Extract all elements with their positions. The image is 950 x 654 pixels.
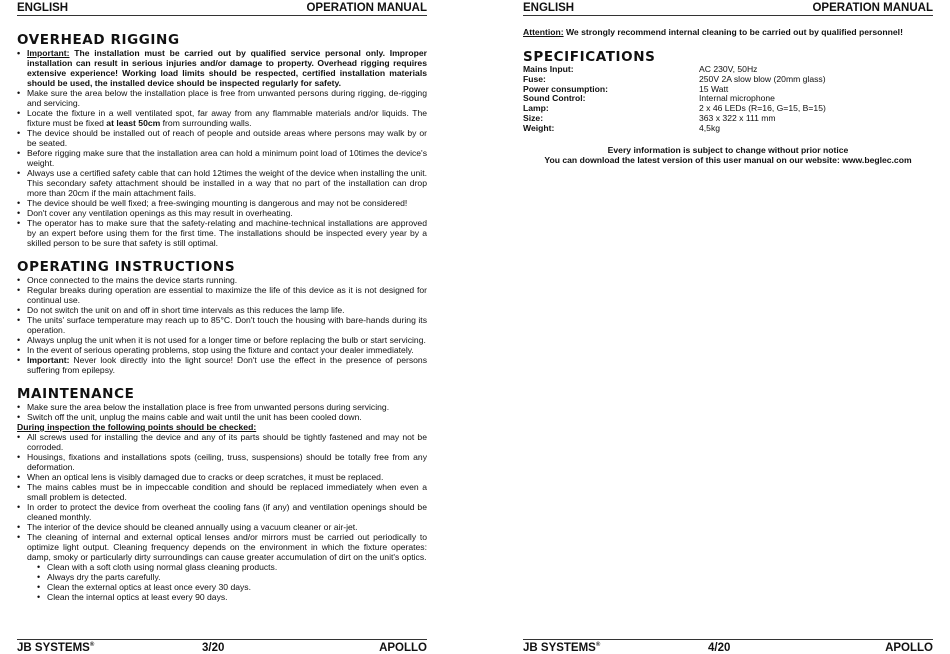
list-item: • Important: Never look directly into the light source! Don't use the effect in the presence of persons suffering from epilepsy.	[17, 355, 427, 375]
header-language: ENGLISH	[17, 2, 69, 14]
sub-list-item: • Clean with a soft cloth using normal glass cleaning products.	[17, 562, 427, 572]
section-heading: OVERHEAD RIGGING	[17, 32, 180, 48]
list-item: • The operator has to make sure that the safety-relating and machine-technical installations are approved by an expert before using them for the first time. The installations should be inspected every year by a skilled person to be sure that safety is still optimal.	[17, 218, 427, 248]
list-item: • Make sure the area below the installation place is free from unwanted persons during servicing.	[17, 402, 427, 412]
list-item: • The cleaning of internal and external optical lenses and/or mirrors must be carried out periodically to optimize light output. Cleaning frequency depends on the environment in which the fixture operates: damp, smoky or particularly dirty surroundings can cause greater accumulation of dirt on the unit's optics.	[17, 532, 427, 562]
list-item: • Don't cover any ventilation openings as this may result in overheating.	[17, 208, 427, 218]
list-item: • Once connected to the mains the device starts running.	[17, 275, 427, 285]
list-item: • When an optical lens is visibly damaged due to cracks or deep scratches, it must be replaced.	[17, 472, 427, 482]
list-item: • Important: The installation must be carried out by qualified service personal only. Improper installation can result in serious injuries and/or damage to property. Overhead rigging requires extensive experience! Working load limits should be respected, certified installation materials should be used, the installed device should be inspected regularly for safety.	[17, 48, 427, 88]
list-item: • The device should be well fixed; a free-swinging mounting is dangerous and may not be considered!	[17, 198, 427, 208]
left-page	[17, 0, 427, 654]
section-overhead-rigging	[17, 32, 427, 248]
list-item: • Switch off the unit, unplug the mains cable and wait until the unit has been cooled down.	[17, 412, 427, 422]
footer-product: APOLLO	[379, 642, 427, 654]
page-header	[17, 0, 427, 16]
inspection-title: During inspection the following points should be checked:	[17, 422, 257, 432]
footer-brand: JB SYSTEMS®	[17, 642, 95, 654]
specifications-table	[523, 65, 933, 134]
page-footer	[523, 639, 933, 654]
section-heading: SPECIFICATIONS	[523, 49, 656, 65]
sub-list-item: • Clean the external optics at least once every 30 days.	[17, 582, 427, 592]
list-item: • The interior of the device should be cleaned annually using a vacuum cleaner or air-jet.	[17, 522, 427, 532]
header-title: OPERATION MANUAL	[812, 2, 933, 14]
list-item: • In order to protect the device from overheat the cooling fans (if any) and ventilation openings should be cleaned monthly.	[17, 502, 427, 522]
spec-row: Sound Control: Internal microphone	[523, 93, 775, 104]
page-number: 4/20	[708, 642, 731, 654]
right-page	[523, 0, 933, 654]
notice-text: You can download the latest version of this user manual on our website: www.beglec.com	[544, 154, 912, 165]
list-item: • The mains cables must be in impeccable condition and should be replaced immediately when even a small problem is detected.	[17, 482, 427, 502]
list-item: • All screws used for installing the device and any of its parts should be tightly fastened and may not be corroded.	[17, 432, 427, 452]
section-maintenance	[17, 386, 427, 602]
list-item: • Make sure the area below the installation place is free from unwanted persons during rigging, de-rigging and servicing.	[17, 88, 427, 108]
section-heading: MAINTENANCE	[17, 386, 135, 402]
list-item: • Regular breaks during operation are essential to maximize the life of this device as it is not designed for continual use.	[17, 285, 427, 305]
header-language: ENGLISH	[523, 2, 575, 14]
list-item: • Housings, fixations and installations spots (ceiling, truss, suspensions) should be totally free from any deformation.	[17, 452, 427, 472]
header-title: OPERATION MANUAL	[306, 2, 427, 14]
sub-list-item: • Always dry the parts carefully.	[17, 572, 427, 582]
sub-list-item: • Clean the internal optics at least every 90 days.	[17, 592, 427, 602]
spec-row: Lamp: 2 x 46 LEDs (R=16, G=15, B=15)	[523, 103, 826, 114]
spec-row: Fuse: 250V 2A slow blow (20mm glass)	[523, 73, 826, 84]
footer-brand: JB SYSTEMS®	[523, 642, 601, 654]
notice-text: Every information is subject to change without prior notice	[607, 144, 849, 155]
section-heading: OPERATING INSTRUCTIONS	[17, 259, 236, 275]
list-item: • The units' surface temperature may reach up to 85°C. Don't touch the housing with bare-hands during its operation.	[17, 315, 427, 335]
spec-row: Power consumption: 15 Watt	[523, 83, 729, 94]
list-item: • Always use a certified safety cable that can hold 12times the weight of the device when installing the unit. This secondary safety attachment should be installed in a way that no part of the installation can drop more than 20cm if the main attachment fails.	[17, 168, 427, 198]
list-item: • Locate the fixture in a well ventilated spot, far away from any flammable materials and/or liquids. The fixture must be fixed at least 50cm from surrounding walls.	[17, 108, 427, 128]
spec-row: Mains Input: AC 230V, 50Hz	[523, 64, 758, 74]
spec-row: Weight: 4,5kg	[523, 122, 721, 133]
attention-note: Attention: We strongly recommend internal cleaning to be carried out by qualified personnel!	[523, 27, 903, 37]
list-item: • Before rigging make sure that the installation area can hold a minimum point load of 10times the device's weight.	[17, 148, 427, 168]
page-number: 3/20	[202, 642, 225, 654]
notice-block	[523, 145, 933, 165]
page-header	[523, 0, 933, 16]
list-item: • Do not switch the unit on and off in short time intervals as this reduces the lamp life.	[17, 305, 427, 315]
list-item: • Always unplug the unit when it is not used for a longer time or before replacing the bulb or start servicing.	[17, 335, 427, 345]
list-item: • The device should be installed out of reach of people and outside areas where persons may walk by or be seated.	[17, 128, 427, 148]
footer-product: APOLLO	[885, 642, 933, 654]
list-item: • In the event of serious operating problems, stop using the fixture and contact your dealer immediately.	[17, 345, 427, 355]
spec-row: Size: 363 x 322 x 111 mm	[523, 112, 776, 123]
page-footer	[17, 639, 427, 654]
section-operating-instructions	[17, 259, 427, 375]
